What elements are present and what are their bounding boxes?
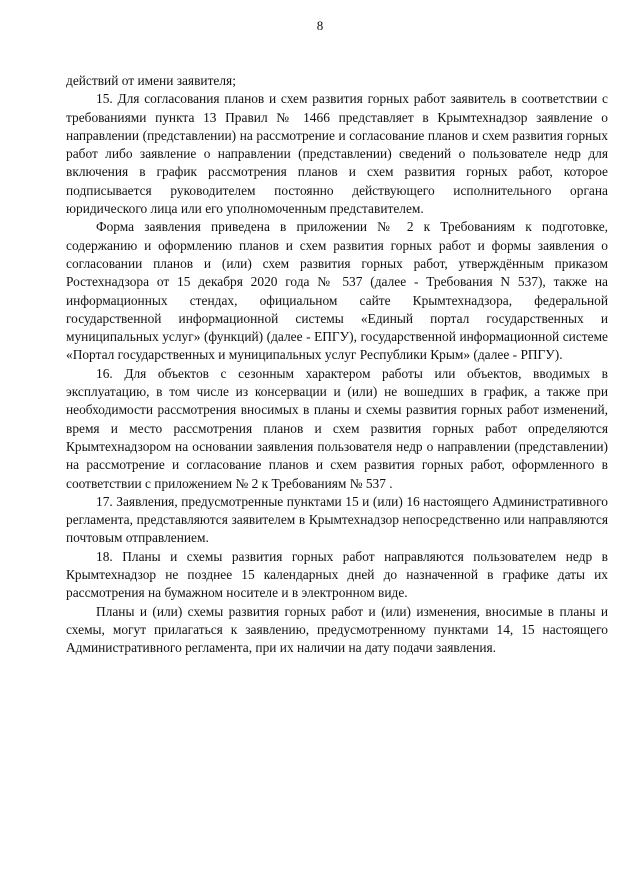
- paragraph-continuation: действий от имени заявителя;: [66, 73, 236, 88]
- page-number: 8: [316, 18, 324, 33]
- paragraph-item-15: 15. Для согласования планов и схем развития горных работ заявитель в соответствии с требованиями пункта 13 Правил № 1466 представляет в Крымтехнадзор заявление о направлении (представлении) на рассмотрение и согласование планов и схем развития горных работ либо заявление о направлении (представлении) сведений о пользователе недр для включения в график рассмотрения планов и схем развития горных работ, которое подписывается руководителем постоянно действующего исполнительного органа юридического лица или его уполномоченным представителем.: [66, 91, 608, 217]
- paragraph-attachments: Планы и (или) схемы развития горных работ и (или) изменения, вносимые в планы и схемы, могут прилагаться к заявлению, предусмотренному пунктами 14, 15 настоящего Административного регламента, при их наличии на дату подачи заявления.: [66, 603, 608, 656]
- paragraph-item-16: 16. Для объектов с сезонным характером работы или объектов, вводимых в эксплуатацию, в том числе из консервации и (или) не вошедших в график, а также при необходимости рассмотрения вносимых в планы и схемы развития горных работ изменений, время и место рассмотрения планов и схем развития горных работ определяются Крымтехнадзором на основании заявления пользователя недр о направлении (представлении) на рассмотрение и согласование планов и схем развития горных работ, оформленного в соответствии с приложением № 2 к Требованиям № 537 .: [66, 365, 608, 491]
- paragraph-item-17: 17. Заявления, предусмотренные пунктами 15 и (или) 16 настоящего Административного регламента, представляются заявителем в Крымтехнадзор непосредственно или направляются почтовым отправлением.: [66, 493, 608, 546]
- document-body: [66, 72, 608, 658]
- paragraph-item-18: 18. Планы и схемы развития горных работ направляются пользователем недр в Крымтехнадзор не позднее 15 календарных дней до назначенной в графике даты их рассмотрения на бумажном носителе и в электронном виде.: [66, 548, 608, 601]
- paragraph-application-form: Форма заявления приведена в приложении № 2 к Требованиям к подготовке, содержанию и оформлению планов и схем развития горных работ и формы заявления о согласовании планов и (или) схем развития горных работ, утверждённым приказом Ростехнадзора от 15 декабря 2020 года № 537 (далее - Требования N 537), также на информационных стендах, официальном сайте Крымтехнадзора, федеральной государственной информационной системы «Единый портал государственных и муниципальных услуг» (функций) (далее - ЕПГУ), государственной информационной системе «Портал государственных и муниципальных услуг Республики Крым» (далее - РПГУ).: [66, 219, 608, 363]
